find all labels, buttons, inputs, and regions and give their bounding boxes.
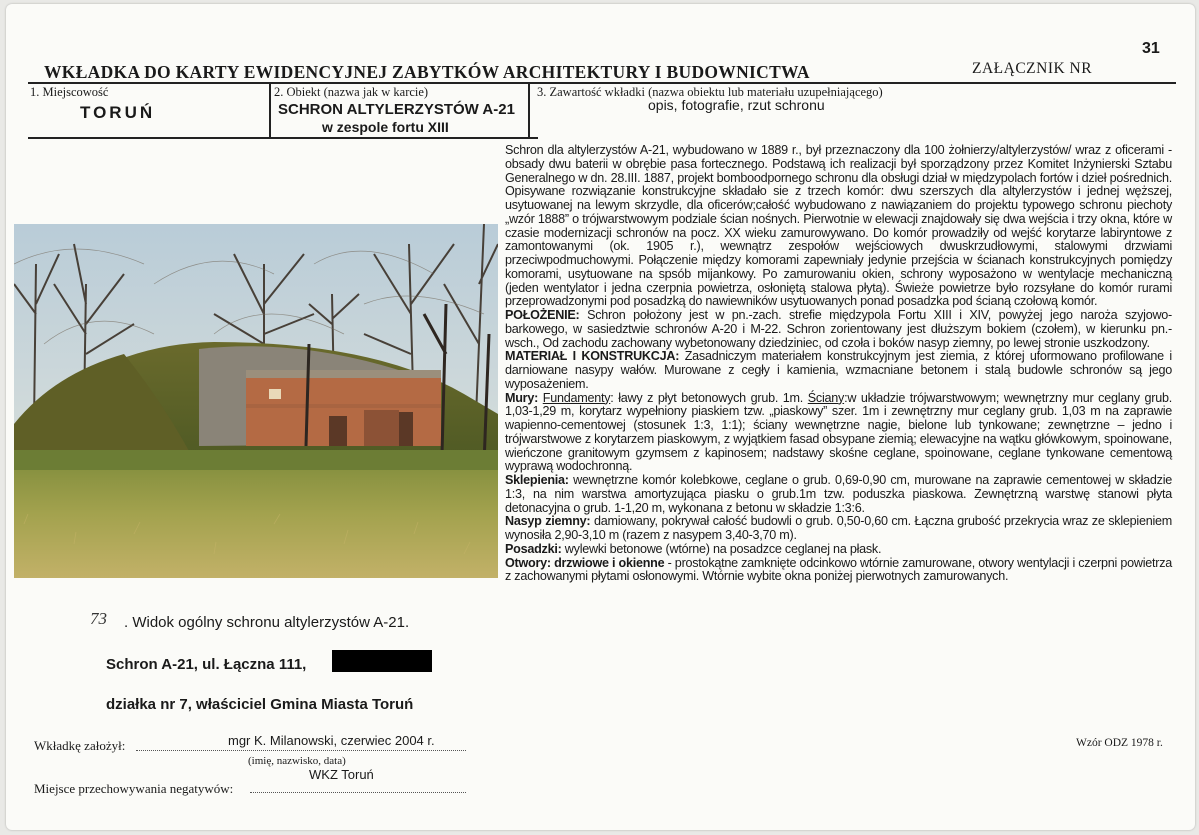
- floors-text: wylewki betonowe (wtórne) na posadzce ceglanej na płask.: [561, 541, 882, 556]
- header-bottom-rule: [28, 137, 538, 139]
- contents-label: 3. Zawartość wkładki (nazwa obiektu lub materiału uzupełniającego): [537, 85, 883, 99]
- material-text: Zasadniczym materiałem konstrukcyjnym jest ziemia, z której uformowano profilowane i darniowane nasypy wałów. Murowane z cegły i kamienia, wzmacniane betonem i stalą budowle schronów są jego wyposażeniem.: [505, 349, 1172, 391]
- parcel-owner-line: działka nr 7, właściciel Gmina Miasta Toruń: [106, 696, 414, 713]
- walls-subheading: Ściany: [807, 390, 845, 405]
- openings-heading: Otwory: drzwiowe i okienne: [505, 555, 665, 570]
- intro-paragraph: Schron dla altylerzystów A-21, wybudowano w 1889 r., był przeznaczony dla 100 żołnierzy/altylerzystów/ wraz z oficerami - obsady dwu baterii w obrębie pasa fortecznego. Podstawą ich realizacji był sporządzony przez Komitet Inżynierski Sztabu Generalnego w dn. 28.III. 1887, projekt bomboodpornego schronu dla obsługi dział w międzypolach fortów i dzieł pośrednich. Opisywane rozwiązanie konstrukcyjne składało sie z trzech komór: dwu szerszych dla altylerzystów i jednej węższej, usytuowanej na lewym skrzydle, dla oficerów;całość wybudowano z nawiązaniem do projektu typowego schronu piechoty „wzór 1888” o trójwarstwowym podziale ścian nośnych. Pierwotnie w elewacji znajdowały się dwa wejścia i trzy okna, które w czasie modernizacji schronów na pocz. XX wieku zamurowywano. Do komór prowadziły od wejść korytarze labiryntowe z zamontowanymi (ok. 1905 r.), wewnątrz zespołów wejściowych dwuskrzudłowymi, stalowymi drzwiami przeciwpodmuchowymi. Połączenie między komorami zapewniały jedynie przejścia w ścianach konstrukcyjnych pomiędzy komorami, usytuowane na spsób mijankowy. Po zamurowaniu okien, schrony wyposażono w wentylacje mechaniczną (jeden wentylator i jedna czerpnia powietrza, osłoniętą stalowa płytą). Świeże powietrze było rozsyłane do komór rurami przeprowadzonymi pod posadzką do nawiewników usytuowanych ponad posadzka pod ścianą czołową komór.: [505, 143, 1172, 309]
- walls-heading: Mury:: [505, 390, 539, 405]
- embankment-heading: Nasyp ziemny:: [505, 514, 591, 529]
- header-divider-2: [528, 82, 530, 138]
- photo-caption: . Widok ogólny schronu altylerzystów A-21.: [124, 614, 410, 631]
- object-value: SCHRON ALTYLERZYSTÓW A-21: [278, 101, 515, 118]
- form-title: WKŁADKA DO KARTY EWIDENCYJNEJ ZABYTKÓW ARCHITEKTURY I BUDOWNICTWA: [44, 62, 810, 82]
- address-line: Schron A-21, ul. Łączna 111,: [106, 656, 307, 673]
- openings-paragraph: [505, 557, 1172, 585]
- page-number: 31: [1142, 40, 1160, 57]
- founded-by-hint: (imię, nazwisko, data): [248, 755, 346, 767]
- embankment-text: damiowany, pokrywał całość budowli o grub. 0,50-0,60 cm. Łączna grubość przekrycia wraz ze sklepieniem wynosiła 2,90-3,10 m (razem z nasypem 3,40-3,70 m).: [505, 514, 1172, 542]
- vaults-heading: Sklepienia:: [505, 473, 569, 487]
- inventory-card: [6, 4, 1195, 830]
- founded-by-label: Wkładkę założył:: [34, 738, 126, 753]
- annex-label: ZAŁĄCZNIK NR: [972, 60, 1093, 77]
- vaults-text: wewnętrzne komór kolebkowe, ceglane o grub. 0,69-0,90 cm, murowane na zaprawie cementowej w składzie 1:3, na nim warstwa amortyzująca piasku o grub.1m tzw. poduszka piaskowa. Zewnętrzną warstwę stanowi płyta detonacyjna o grub. 1-1,20 m, wykonana z betonu w składzie 1:3:6.: [505, 473, 1172, 515]
- vaults-paragraph: [505, 474, 1172, 515]
- object-label: 2. Obiekt (nazwa jak w karcie): [274, 85, 429, 99]
- form-model-label: Wzór ODZ 1978 r.: [1076, 737, 1163, 749]
- fort-shelter-photo: [14, 224, 498, 578]
- founded-by-dotline: [136, 750, 466, 751]
- floors-paragraph: [505, 543, 1172, 557]
- locality-value: TORUŃ: [80, 103, 156, 122]
- openings-text: - prostokątne zamknięte odcinkowo wtórnie zamurowane, otwory wentylacji i czerpni powietrza z zachowanymi płytami osłonowymi. Wtórnie wybite okna poniżej pierwotnych zamurowanych.: [505, 555, 1172, 584]
- contents-value: opis, fotografie, rzut schronu: [648, 97, 825, 113]
- storage-value: WKZ Toruń: [309, 767, 374, 782]
- storage-dotline: [250, 792, 466, 793]
- foundations-subheading: Fundamenty: [542, 390, 611, 405]
- foundations-text: : ławy z płyt betonowych grub. 1m.: [610, 390, 808, 405]
- location-text: Schron położony jest w pn.-zach. strefie międzypola Fortu XIII i XIV, powyżej jego naroża szyjowo- barkowego, w sasiedztwie schronów A-20 i M-22. Schron zorientowany jest dłuższym bokiem (czołem), w kierunku pn.-wsch., Od zachodu zachowany wybetonowany dziedziniec, od czoła i boków nasyp ziemny, po lewej stronie uszkodzony.: [505, 308, 1172, 350]
- header-divider-1: [269, 82, 271, 138]
- material-paragraph: [505, 350, 1172, 391]
- redaction-bar: [332, 650, 432, 672]
- walls-text: :w układzie trójwarstwowym; wewnętrzny mur ceglany grub. 1,03-1,29 m, korytarz wypełniony piaskiem tzw. „piaskowy” szer. 1m i zewnętrzny mur ceglany grub. 1,03 m na zaprawie wapienno-cementowej (stosunek 1:3, 1:1); ściany wewnętrzne nagie, bielone lub tynkowane; zewnętrzne – jedno i trójwarstwowe z korytarzem piaskowym, z wyjątkiem fasad obsypane ziemią; elewacyjne na wątku główkowym, spoinowane, wieńczone granitowym gzymsem z kapinosem; nadstawy skośne ceglane, spoinowane, ceglane tynkowane cementową wyprawą wodochronną.: [505, 390, 1173, 474]
- object-subvalue: w zespole fortu XIII: [322, 119, 449, 135]
- location-paragraph: [505, 309, 1172, 350]
- header-top-rule: [28, 82, 1176, 84]
- founded-by-value: mgr K. Milanowski, czerwiec 2004 r.: [228, 733, 435, 748]
- storage-label: Miejsce przechowywania negatywów:: [34, 781, 234, 796]
- embankment-paragraph: [505, 515, 1172, 543]
- locality-label: 1. Miejscowość: [30, 85, 109, 99]
- material-heading: MATERIAŁ I KONSTRUKCJA:: [505, 349, 680, 364]
- photo-number: 73: [90, 609, 107, 628]
- floors-heading: Posadzki:: [505, 541, 562, 556]
- location-heading: POŁOŻENIE:: [505, 308, 580, 322]
- description-text: [505, 144, 1172, 584]
- walls-paragraph: [505, 392, 1172, 475]
